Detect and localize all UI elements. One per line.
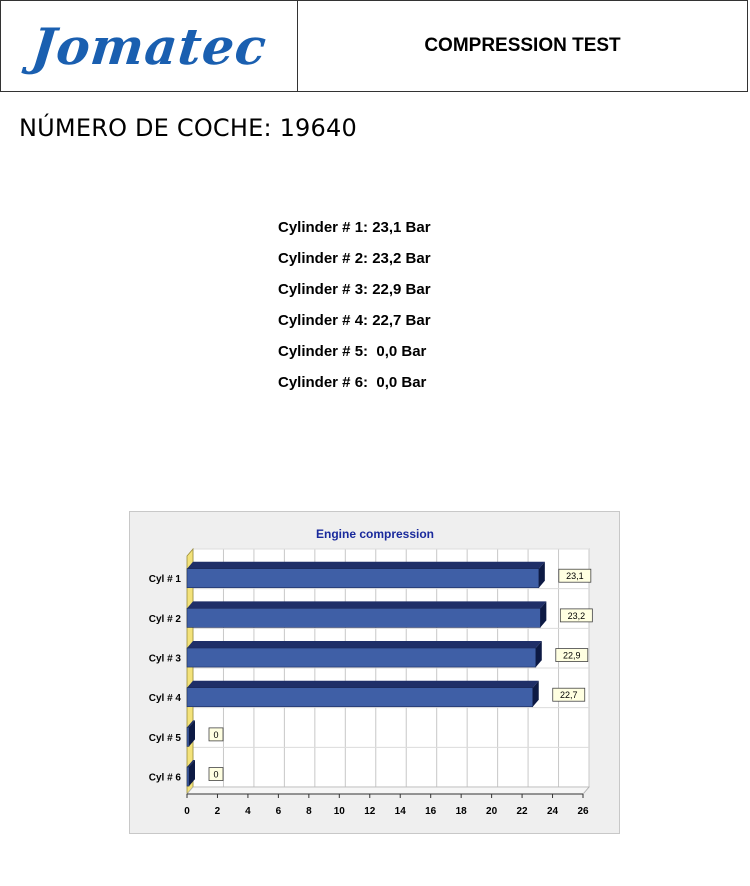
category-label: Cyl # 4 <box>148 693 181 705</box>
chart-title: Engine compression <box>315 527 435 541</box>
x-tick-label: 2 <box>214 806 221 817</box>
cylinder-reading: Cylinder # 3: 22,9 Bar <box>278 281 431 298</box>
x-tick-label: 26 <box>577 806 589 817</box>
x-tick-label: 8 <box>306 806 312 817</box>
cylinder-reading: Cylinder # 2: 23,2 Bar <box>278 250 431 267</box>
bar-top <box>187 562 545 569</box>
category-label: Cyl # 2 <box>148 613 181 625</box>
cylinder-readings <box>278 218 431 404</box>
x-tick-label: 18 <box>455 806 467 817</box>
x-tick-label: 0 <box>184 806 190 817</box>
data-label: 0 <box>213 729 219 740</box>
data-label: 23,2 <box>567 610 586 621</box>
x-tick-label: 22 <box>516 806 528 817</box>
x-tick-label: 4 <box>245 806 251 817</box>
logo-cell <box>1 1 298 91</box>
bar <box>187 767 189 786</box>
document-title: COMPRESSION TEST <box>424 35 621 56</box>
category-label: Cyl # 3 <box>148 653 181 665</box>
x-tick-label: 10 <box>333 806 345 817</box>
engine-compression-chart <box>129 511 620 834</box>
cylinder-reading: Cylinder # 6: 0,0 Bar <box>278 374 427 391</box>
bar <box>187 727 189 746</box>
bar <box>187 648 536 667</box>
bar-top <box>187 641 542 648</box>
data-label: 22,7 <box>559 690 578 701</box>
bar-top <box>187 681 539 688</box>
plot-floor <box>187 787 589 794</box>
data-label: 22,9 <box>563 650 581 661</box>
jomatec-logo: Jomatec <box>28 16 270 76</box>
x-tick-label: 14 <box>394 806 406 817</box>
bar <box>187 608 540 627</box>
x-tick-label: 24 <box>546 806 559 817</box>
bar <box>187 569 539 588</box>
chart-svg <box>130 512 619 833</box>
cylinder-reading: Cylinder # 4: 22,7 Bar <box>278 312 431 329</box>
x-tick-label: 20 <box>486 806 498 817</box>
category-label: Cyl # 5 <box>148 732 181 744</box>
data-label: 0 <box>213 769 219 780</box>
cylinder-reading: Cylinder # 1: 23,1 Bar <box>278 219 431 236</box>
cylinder-reading: Cylinder # 5: 0,0 Bar <box>278 343 427 360</box>
bar-top <box>187 601 546 608</box>
x-tick-label: 12 <box>364 806 376 817</box>
car-number: NÚMERO DE COCHE: 19640 <box>19 114 357 142</box>
bar <box>187 688 533 707</box>
x-tick-label: 6 <box>275 806 282 817</box>
x-tick-label: 16 <box>425 806 437 817</box>
title-cell <box>298 1 747 91</box>
category-label: Cyl # 1 <box>148 574 181 586</box>
category-label: Cyl # 6 <box>148 772 181 784</box>
document-header <box>0 0 748 92</box>
data-label: 23,1 <box>566 571 584 582</box>
